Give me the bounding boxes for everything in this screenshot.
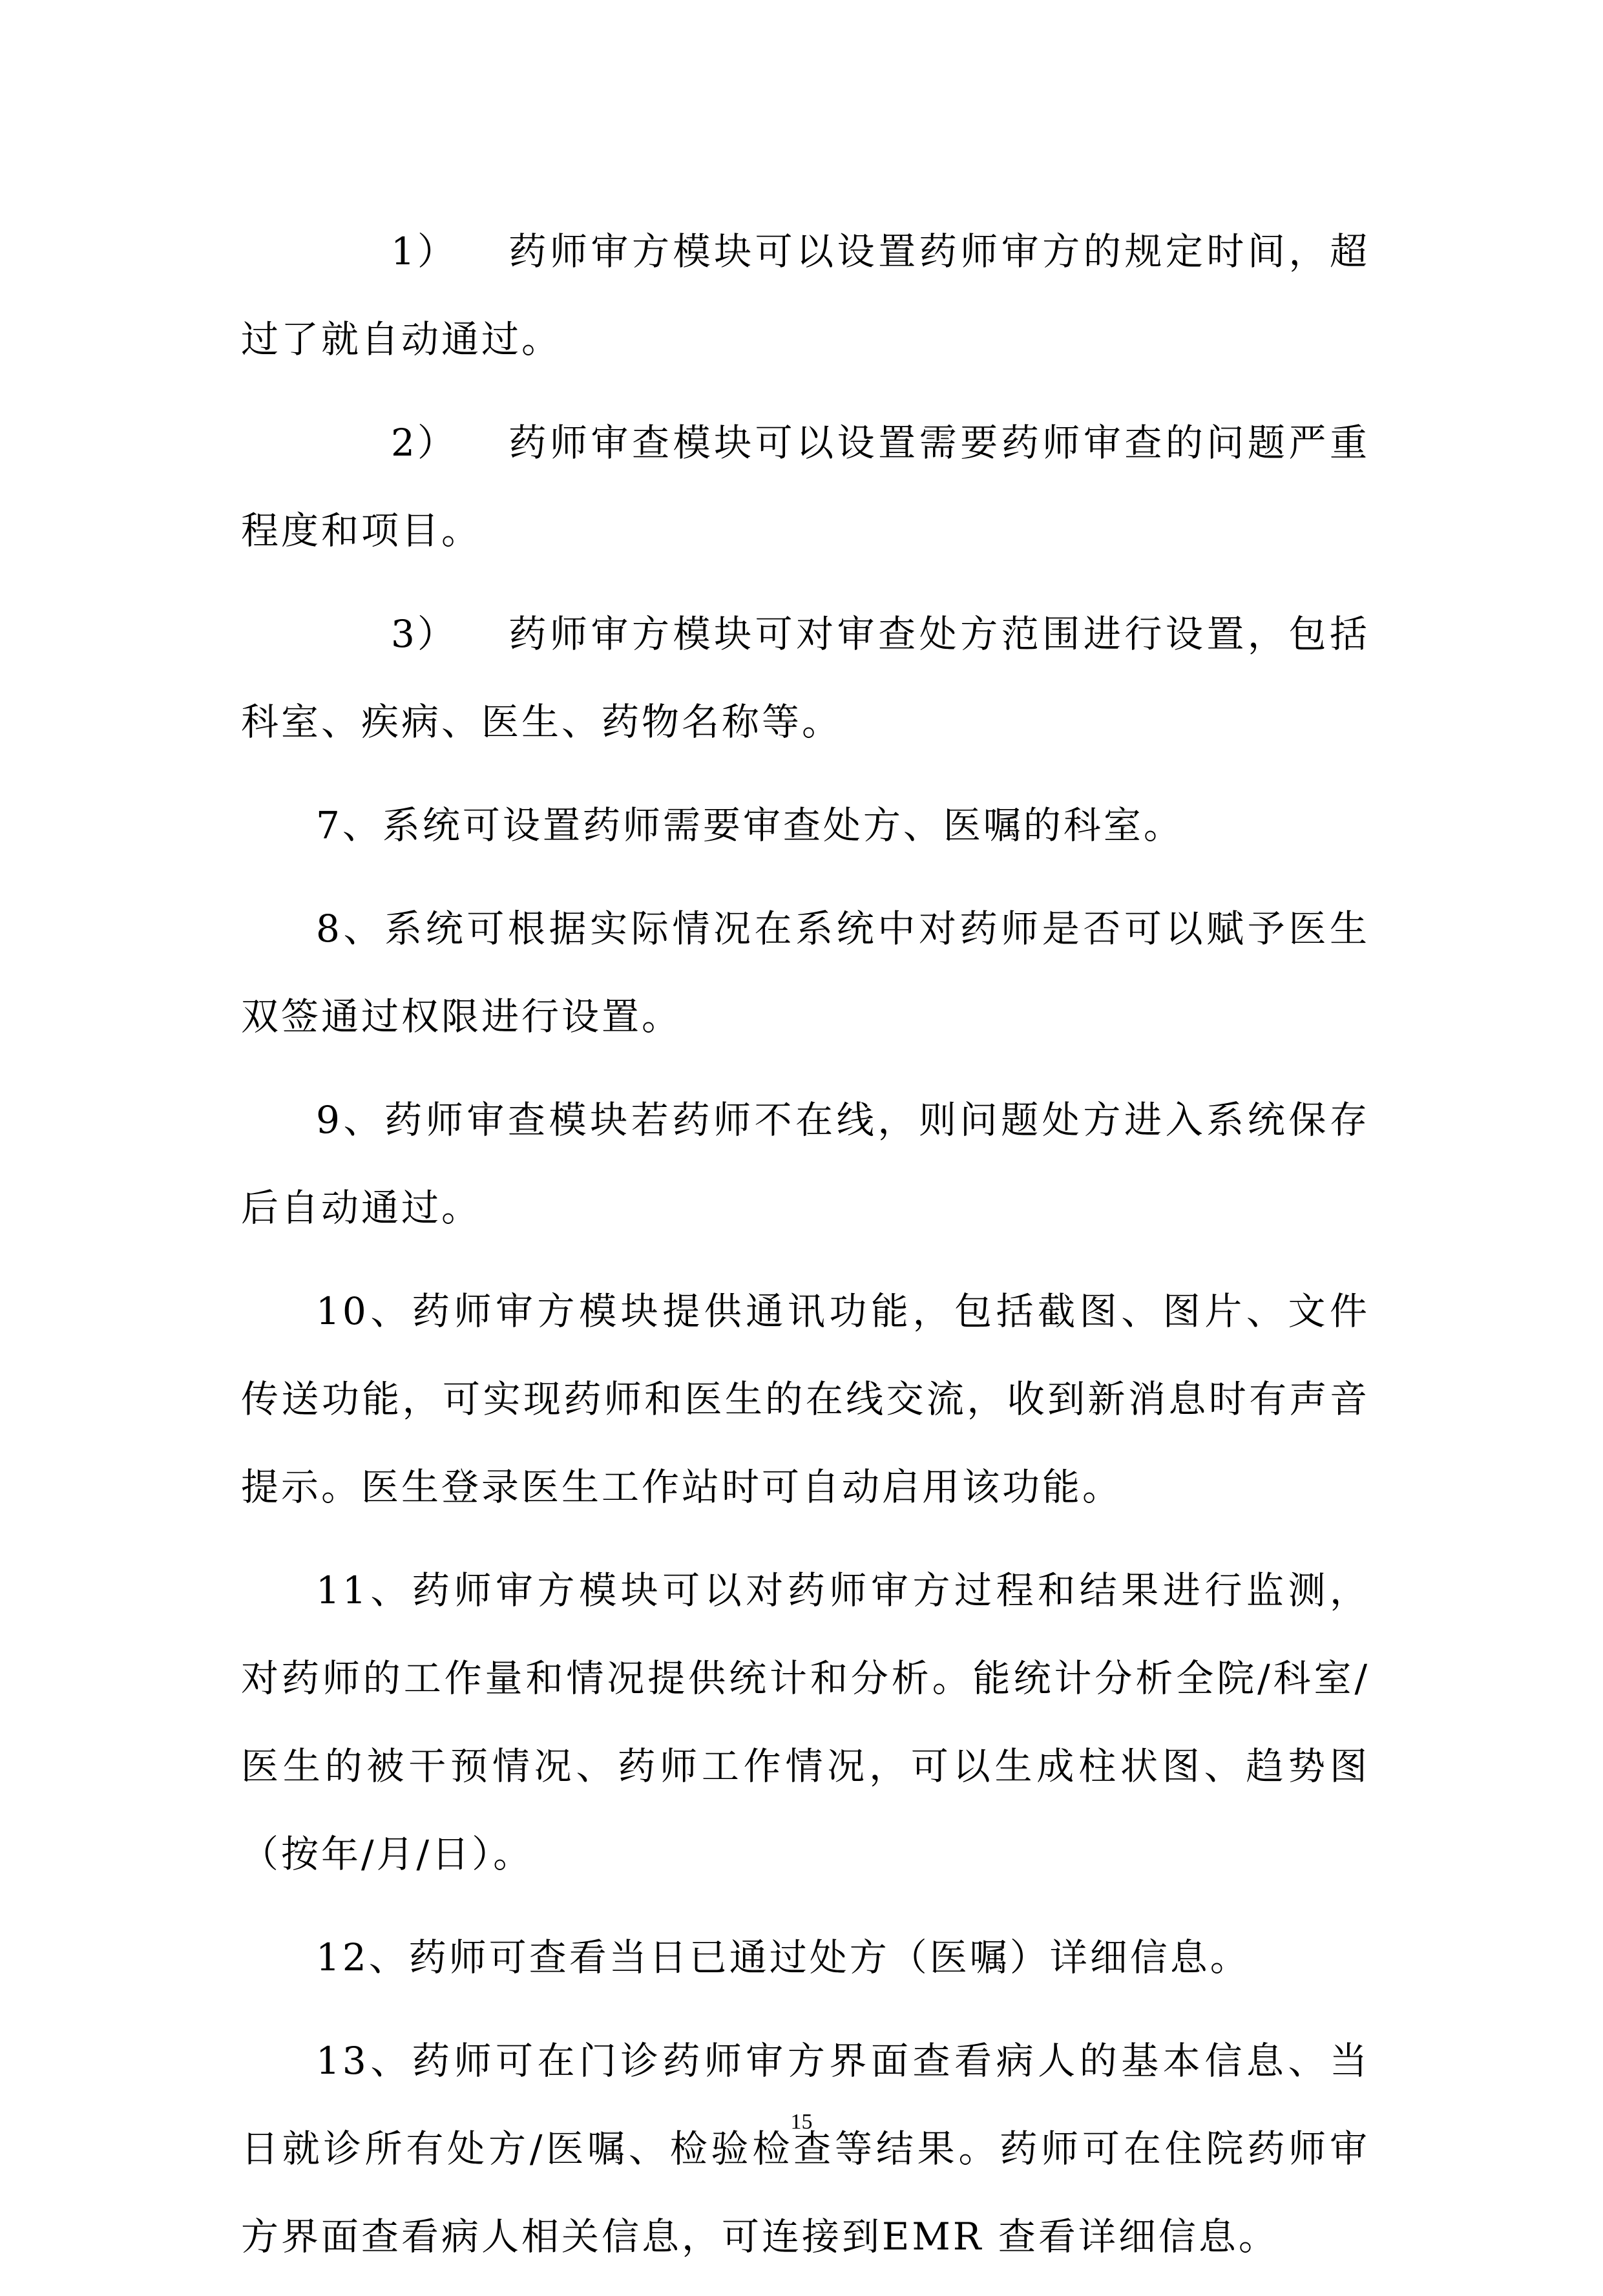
sub-item-3-number: 3）	[391, 612, 457, 656]
requirement-item-8: 8、系统可根据实际情况在系统中对药师是否可以赋予医生双签通过权限进行设置。	[241, 907, 1370, 1038]
document-body	[241, 207, 1370, 2296]
sub-item-2-text: 药师审查模块可以设置需要药师审查的问题严重程度和项目。	[241, 421, 1370, 553]
sub-item-1-text: 药师审方模块可以设置药师审方的规定时间，超过了就自动通过。	[241, 229, 1370, 361]
page-number: 15	[790, 2110, 813, 2134]
sub-item-3-text: 药师审方模块可对审查处方范围进行设置，包括科室、疾病、医生、药物名称等。	[241, 612, 1370, 744]
requirement-item-10: 10、药师审方模块提供通讯功能，包括截图、图片、文件传送功能，可实现药师和医生的在线交流，收到新消息时有声音提示。医生登录医生工作站时可自动启用该功能。	[241, 1289, 1370, 1509]
sub-item-2	[241, 399, 1370, 574]
sub-item-1-number: 1）	[391, 229, 457, 273]
requirement-item-7: 7、系统可设置药师需要审查处方、医嘱的科室。	[316, 803, 1184, 847]
requirement-item-11: 11、药师审方模块可以对药师审方过程和结果进行监测，对药师的工作量和情况提供统计和分析。能统计分析全院/科室/医生的被干预情况、药师工作情况，可以生成柱状图、趋势图（按年/月/日）。	[241, 1568, 1370, 1876]
sub-item-2-number: 2）	[391, 421, 457, 465]
sub-item-1	[241, 207, 1370, 383]
requirement-item-9: 9、药师审查模块若药师不在线，则问题处方进入系统保存后自动通过。	[241, 1098, 1370, 1230]
requirement-item-12: 12、药师可查看当日已通过处方（医嘱）详细信息。	[316, 1935, 1250, 1979]
sub-item-3	[241, 590, 1370, 766]
requirement-item-13: 13、药师可在门诊药师审方界面查看病人的基本信息、当日就诊所有处方/医嘱、检验检查等结果。药师可在住院药师审方界面查看病人相关信息，可连接到EMR 查看详细信息。	[241, 2039, 1370, 2259]
